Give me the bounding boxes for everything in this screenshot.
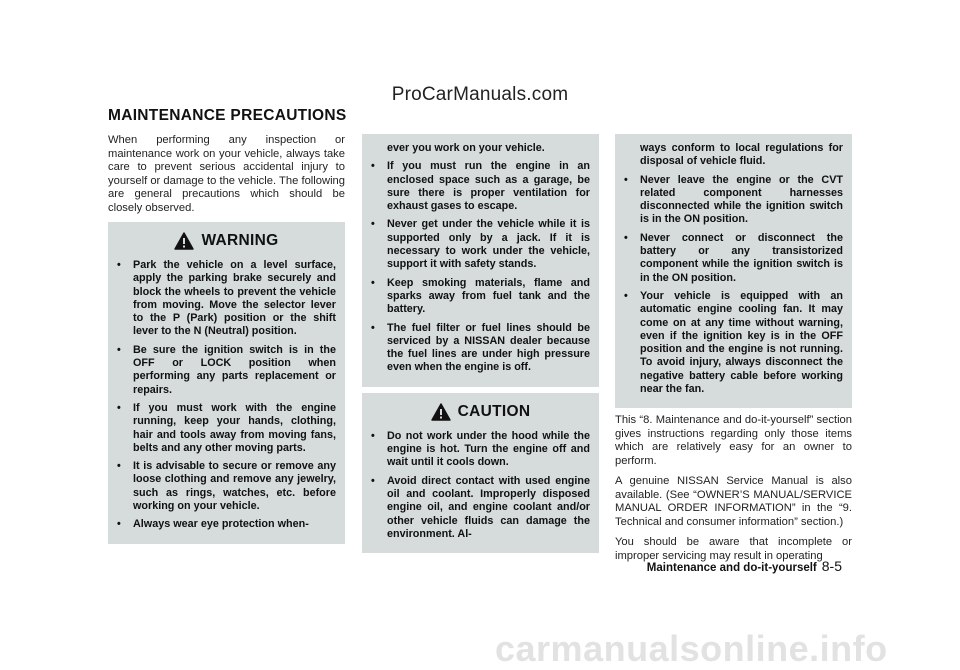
body-paragraph: You should be aware that incomplete or improper servicing may result in operating [615,536,852,562]
caution-item: • Avoid direct contact with used engine oil and coolant. Improperly disposed engine oil, and engine coolant and/or other vehicle fluids can damage the environment. Al- [371,474,590,540]
bullet: • [371,321,375,334]
warning-item: • It is advisable to secure or remove any loose clothing and remove any jewelry, such as rings, watches, etc. before working on your vehicle. [117,460,336,513]
warning-item: • Never get under the vehicle while it is supported only by a jack. If it is necessary to work under the vehicle, support it with safety stands. [371,218,590,271]
warning-triangle-icon [174,232,194,250]
caution-box [362,393,599,553]
caution-header [371,401,590,423]
warning-item: • Be sure the ignition switch is in the OFF or LOCK position when performing any parts replacement or repairs. [117,343,336,396]
caution-item: • Never connect or disconnect the battery or any transistorized component while the ignition switch is in the ON position. [624,231,843,284]
intro-paragraph: When performing any inspection or maintenance work on your vehicle, always take care to prevent serious accidental injury to yourself or damage to the vehicle. The following are general precautions which should be closely observed. [108,134,345,214]
bullet: • [624,231,628,244]
bullet: • [117,259,121,271]
bullet: • [117,518,121,531]
warning-label: WARNING [201,232,279,249]
caution-list-col3 [624,174,843,397]
bullet: • [371,474,375,487]
bullet: • [117,460,121,473]
bullet: • [371,160,375,173]
bullet: • [624,289,628,302]
bullet: • [371,429,375,442]
warning-item: • The fuel filter or fuel lines should be serviced by a NISSAN dealer because the fuel lines are under high pressure even when the engine is off. [371,321,590,374]
section-title: MAINTENANCE PRECAUTIONS [108,107,347,124]
page-number: 8-5 [821,558,842,574]
caution-continuation: ways conform to local regulations for disposal of vehicle fluid. [640,142,843,168]
warning-item: • Park the vehicle on a level surface, apply the parking brake securely and block the wheels to prevent the vehicle from moving. Move the selector lever to the P (Park) position or the shift lever to the N (Neutral) position. [117,259,336,338]
warning-item: • If you must run the engine in an enclosed space such as a garage, be sure there is proper ventilation for exhaust gases to escape. [371,160,590,213]
warning-box [108,222,345,544]
page-footer [647,558,842,574]
caution-label: CAUTION [457,402,531,420]
caution-box-continued [615,134,852,408]
body-paragraph: This “8. Maintenance and do-it-yourself” section gives instructions regarding only those items which are relatively easy for an owner to perform. [615,414,852,467]
warning-item: • Keep smoking materials, flame and sparks away from fuel tank and the battery. [371,276,590,316]
column-1 [108,134,345,544]
caution-item: • Your vehicle is equipped with an automatic engine cooling fan. It may come on at any time without warning, even if the ignition key is in the OFF position and the engine is not running. To avoid injury, always disconnect the negative battery cable before working near the fan. [624,289,843,396]
bullet: • [624,173,628,186]
caution-item: • Never leave the engine or the CVT related component harnesses disconnected while the ignition switch is in the ON position. [624,173,843,226]
bullet: • [117,343,121,356]
caution-list-col2 [371,430,590,541]
footer-section-title: Maintenance and do-it-yourself [646,562,817,574]
warning-box-continued [362,134,599,387]
bullet: • [371,276,375,289]
watermark: carmanualsonline.info [495,628,888,669]
bullet: • [371,218,375,231]
body-paragraph: A genuine NISSAN Service Manual is also available. (See “OWNER’S MANUAL/SERVICE MANUAL ORDER INFORMATION” in the “9. Technical and consumer information” section.) [615,475,852,528]
site-header[interactable]: ProCarManuals.com [391,84,569,105]
column-2 [362,134,599,553]
warning-continuation: ever you work on your vehicle. [387,142,545,154]
warning-item: • Always wear eye protection when- [117,518,309,531]
caution-triangle-icon [431,403,451,421]
warning-list-col2 [371,160,590,374]
warning-item: • If you must work with the engine running, keep your hands, clothing, hair and tools away from moving fans, belts and any other moving parts. [117,401,336,454]
caution-item: • Do not work under the hood while the engine is hot. Turn the engine off and wait until it cools down. [371,429,590,469]
column-3 [615,134,852,570]
warning-header [117,230,336,252]
warning-list-col1 [117,259,336,532]
bullet: • [117,401,121,414]
